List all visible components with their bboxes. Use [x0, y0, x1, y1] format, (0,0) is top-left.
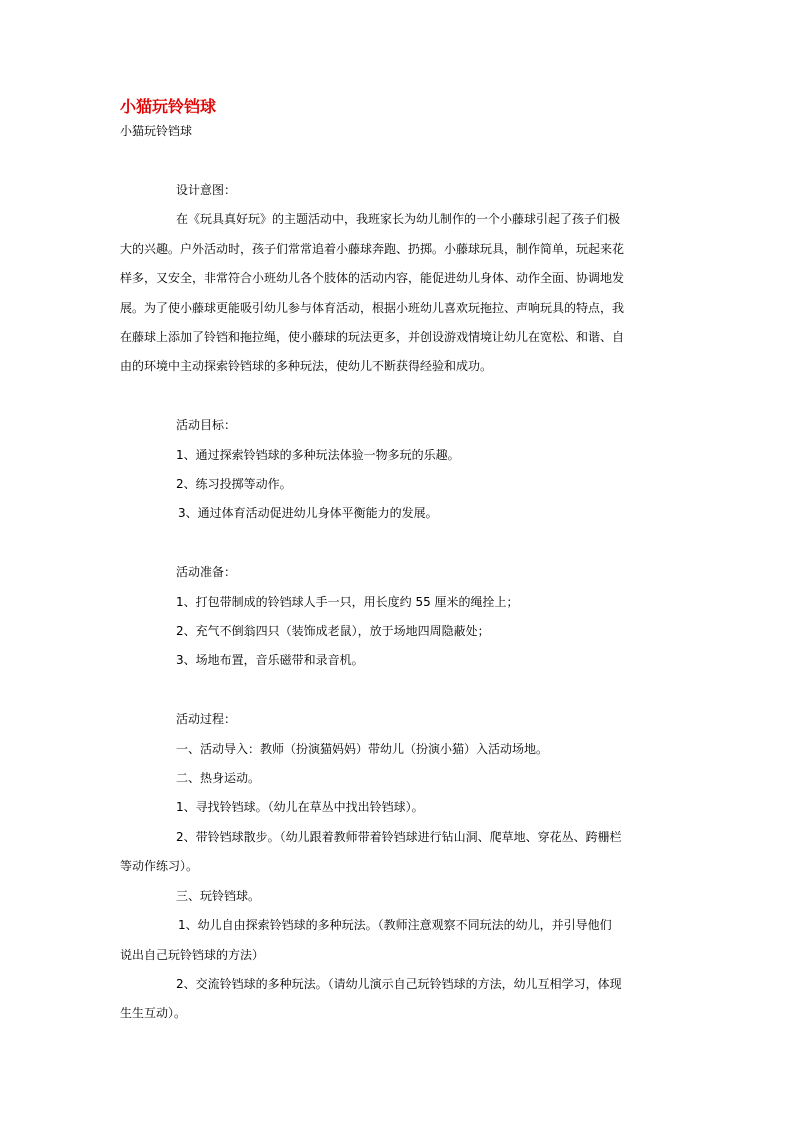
section-heading-process: 活动过程： — [176, 712, 237, 727]
section-heading-design-intent: 设计意图： — [176, 183, 237, 197]
process-step-continuation: 说出自己玩铃铛球的方法） — [120, 947, 265, 962]
paragraph-line: 在藤球上添加了铃铛和拖拉绳，使小藤球的玩法更多，并创设游戏情境让幼儿在宽松、和谐、自 — [120, 330, 625, 345]
paragraph-line: 由的环境中主动探索铃铛球的多种玩法，使幼儿不断获得经验和成功。 — [120, 359, 493, 374]
paragraph-line: 大的兴趣。户外活动时，孩子们常常追着小藤球奔跑、扔掷。小藤球玩具，制作简单，玩起来花 — [120, 241, 625, 256]
section-heading-goals: 活动目标： — [176, 418, 237, 433]
process-step-continuation: 等动作练习）。 — [120, 859, 199, 874]
document-body — [120, 176, 680, 1029]
spacer — [120, 676, 680, 705]
document-title: 小猫玩铃铛球 — [120, 97, 217, 116]
list-item: 2、练习投掷等动作。 — [176, 477, 292, 492]
section-heading-preparation: 活动准备： — [176, 565, 237, 580]
spacer — [120, 382, 680, 411]
paragraph-line: 样多，又安全，非常符合小班幼儿各个肢体的活动内容，能促进幼儿身体、动作全面、协调地发 — [120, 271, 625, 286]
process-step: 一、活动导入：教师（扮演猫妈妈）带幼儿（扮演小猫）入活动场地。 — [176, 741, 549, 756]
process-step: 二、热身运动。 — [176, 771, 261, 786]
spacer — [120, 529, 680, 558]
process-step: 2、带铃铛球散步。（幼儿跟着教师带着铃铛球进行钻山洞、爬草地、穿花丛、跨栅栏 — [176, 829, 622, 844]
process-step: 2、交流铃铛球的多种玩法。（请幼儿演示自己玩铃铛球的方法，幼儿互相学习，体现 — [176, 976, 622, 991]
paragraph-line: 展。为了使小藤球更能吸引幼儿参与体育活动，根据小班幼儿喜欢玩拖拉、声响玩具的特点，我 — [120, 300, 625, 315]
list-item: 3、场地布置，音乐磁带和录音机。 — [176, 653, 364, 668]
process-step: 1、寻找铃铛球。（幼儿在草丛中找出铃铛球）。 — [176, 800, 424, 815]
process-step-continuation: 生生互动）。 — [120, 1006, 187, 1021]
process-step: 三、玩铃铛球。 — [176, 888, 261, 903]
list-item: 3、通过体育活动促进幼儿身体平衡能力的发展。 — [178, 506, 438, 521]
paragraph-line: 在《玩具真好玩》的主题活动中，我班家长为幼儿制作的一个小藤球引起了孩子们极 — [176, 212, 621, 227]
list-item: 2、充气不倒翁四只（装饰成老鼠），放于场地四周隐蔽处； — [176, 624, 490, 639]
process-step: 1、幼儿自由探索铃铛球的多种玩法。（教师注意观察不同玩法的幼儿，并引导他们 — [178, 918, 612, 933]
list-item: 1、打包带制成的铃铛球人手一只，用长度约 55 厘米的绳拴上； — [176, 594, 519, 609]
list-item: 1、通过探索铃铛球的多种玩法体验一物多玩的乐趣。 — [176, 447, 460, 462]
document-subtitle: 小猫玩铃铛球 — [120, 124, 193, 138]
